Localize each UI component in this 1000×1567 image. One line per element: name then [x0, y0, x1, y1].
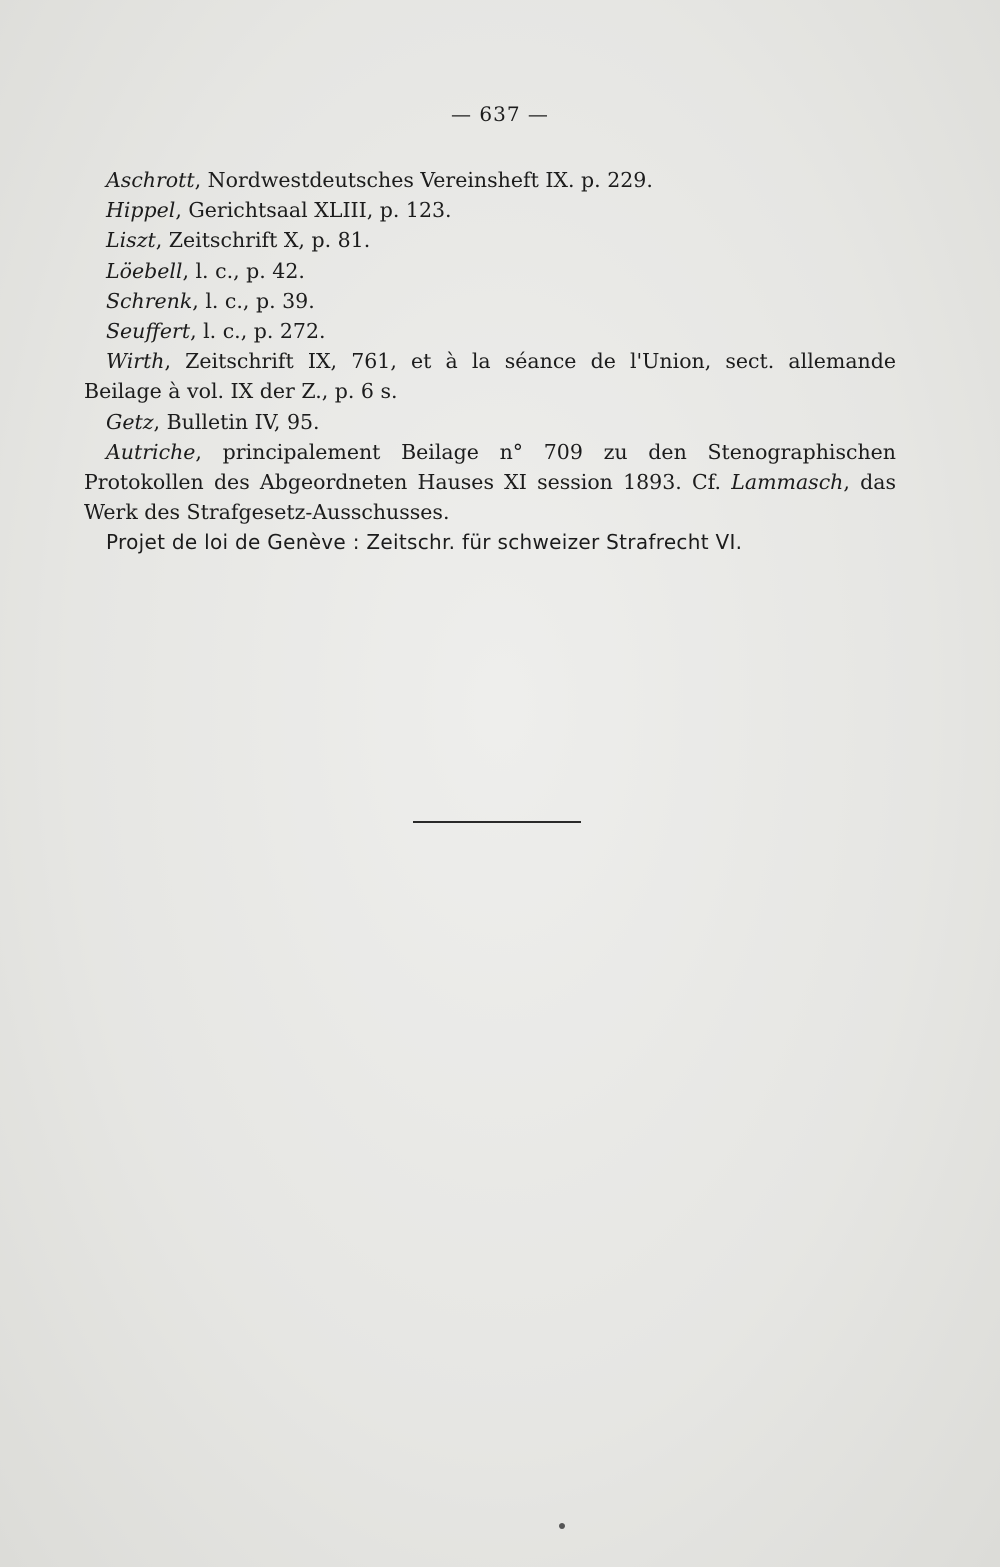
reference-item: [84, 437, 896, 528]
reference-text: , l. c., p. 39.: [192, 288, 315, 313]
reference-item: [84, 346, 896, 406]
reference-author: Hippel: [106, 198, 176, 223]
reference-text: , das Werk des Strafgesetz-Ausschusses.: [84, 470, 896, 525]
reference-item: [84, 256, 896, 286]
reference-text: , l. c., p. 272.: [190, 319, 326, 344]
ink-speck: [559, 1523, 565, 1529]
reference-author: Autriche: [106, 439, 196, 464]
reference-text: , Gerichtsaal XLIII, p. 123.: [175, 198, 452, 223]
geneva-reference: Projet de loi de Genève : Zeitschr. für schweizer Strafrecht VI.: [106, 530, 743, 555]
reference-text: , l. c., p. 42.: [182, 258, 305, 283]
reference-author: Lammasch: [731, 470, 844, 495]
reference-item: [84, 407, 896, 437]
reference-author: Getz: [106, 409, 154, 434]
reference-author: Schrenk: [106, 288, 193, 313]
reference-text: , Nordwestdeutsches Vereinsheft IX. p. 229.: [194, 168, 653, 192]
reference-author: Seuffert: [106, 319, 191, 344]
reference-author: Löebell: [106, 258, 183, 283]
reference-author: Liszt: [106, 228, 156, 253]
reference-item: [84, 316, 896, 346]
reference-item: [84, 195, 896, 225]
reference-text: , Zeitschrift IX, 761, et à la séance de l'Union, sect. allemande Beilage à vol. IX der Z., p. 6 s.: [84, 349, 896, 404]
reference-list: [84, 165, 896, 558]
reference-text: , Bulletin IV, 95.: [153, 409, 320, 434]
reference-text: , principalement Beilage n° 709 zu den Stenographischen Protokollen des Abgeordneten Hauses XI session 1893. Cf.: [84, 439, 896, 495]
reference-text: , Zeitschrift X, p. 81.: [155, 228, 371, 253]
page-number: — 637 —: [451, 102, 549, 126]
section-rule: [413, 821, 581, 823]
reference-item: [84, 165, 896, 195]
reference-author: Wirth: [106, 349, 165, 374]
reference-item: [84, 286, 896, 316]
reference-item: [84, 225, 896, 255]
reference-author: Aschrott: [106, 168, 195, 192]
